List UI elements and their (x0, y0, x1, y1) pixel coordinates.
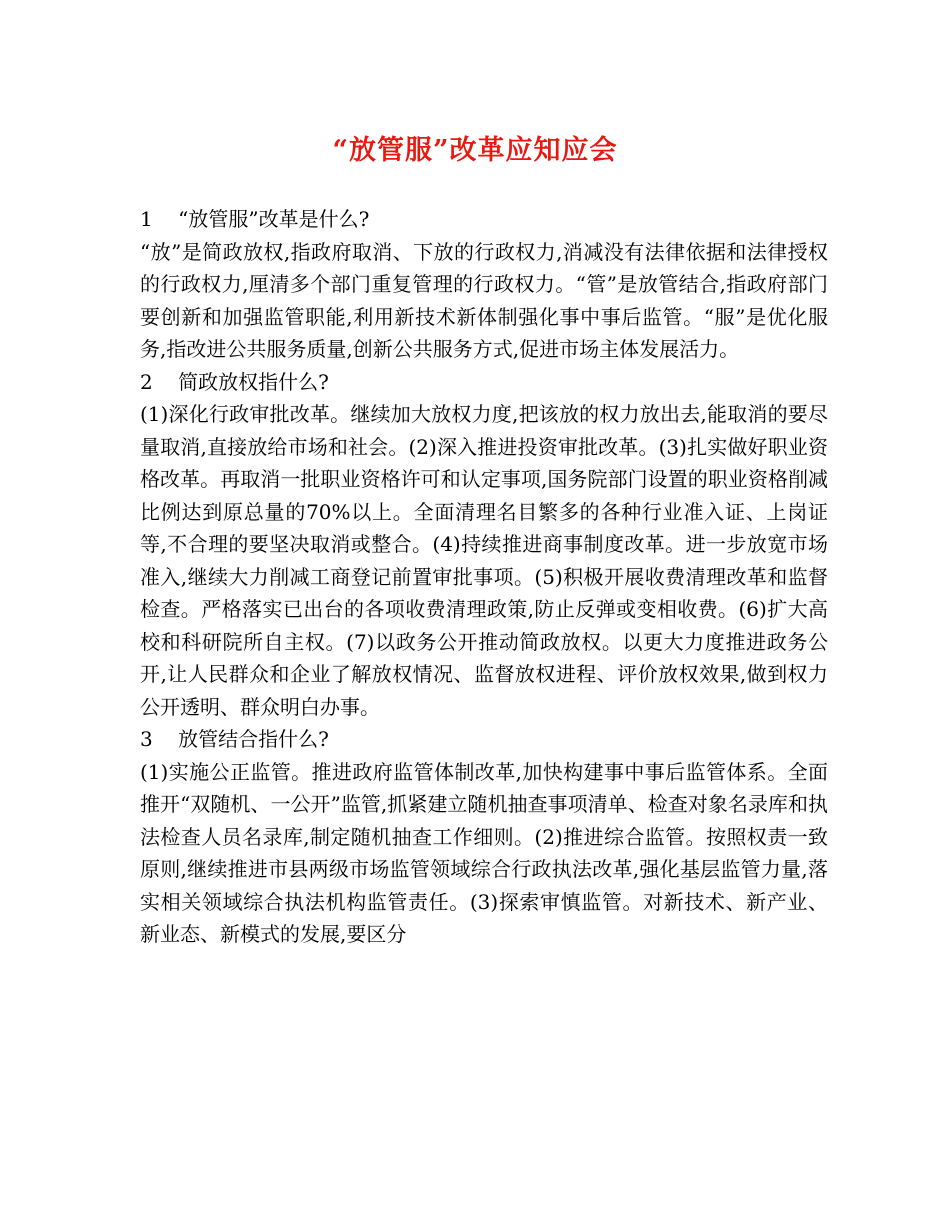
document-body (140, 203, 828, 951)
section-2-body: (1)深化行政审批改革。继续加大放权力度,把该放的权力放出去,能取消的要尽量取消,直接放给市场和社会。(2)深入推进投资审批改革。(3)扎实做好职业资格改革。再取消一批职业资格许可和认定事项,国务院部门设置的职业资格削减比例达到原总量的70%以上。全面清理名目繁多的各种行业准入证、上岗证等,不合理的要坚决取消或整合。(4)持续推进商事制度改革。进一步放宽市场准入,继续大力削减工商登记前置审批事项。(5)积极开展收费清理改革和监督检查。严格落实已出台的各项收费清理政策,防止反弹或变相收费。(6)扩大高校和科研院所自主权。(7)以政务公开推动简政放权。以更大力度推进政务公开,让人民群众和企业了解放权情况、监督放权进程、评价放权效果,做到权力公开透明、群众明白办事。 (140, 402, 828, 719)
section-1-heading: 1 “放管服”改革是什么? (140, 207, 370, 231)
section-3-body: (1)实施公正监管。推进政府监管体制改革,加快构建事中事后监管体系。全面推开“双随机、一公开”监管,抓紧建立随机抽查事项清单、检查对象名录库和执法检查人员名录库,制定随机抽查工作细则。(2)推进综合监管。按照权责一致原则,继续推进市县两级市场监管领域综合行政执法改革,强化基层监管力量,落实相关领域综合执法机构监管责任。(3)探索审慎监管。对新技术、新产业、新业态、新模式的发展,要区分 (140, 759, 828, 946)
section-2-heading: 2 简政放权指什么? (140, 369, 329, 394)
document-title: “放管服”改革应知应会 (332, 135, 618, 166)
section-1-body: “放”是简政放权,指政府取消、下放的行政权力,消减没有法律依据和法律授权的行政权力,厘清多个部门重复管理的行政权力。“管”是放管结合,指政府部门要创新和加强监管职能,利用新技术新体制强化事中事后监管。“服”是优化服务,指改进公共服务质量,创新公共服务方式,促进市场主体发展活力。 (140, 239, 828, 361)
section-3-heading: 3 放管结合指什么? (140, 727, 329, 751)
